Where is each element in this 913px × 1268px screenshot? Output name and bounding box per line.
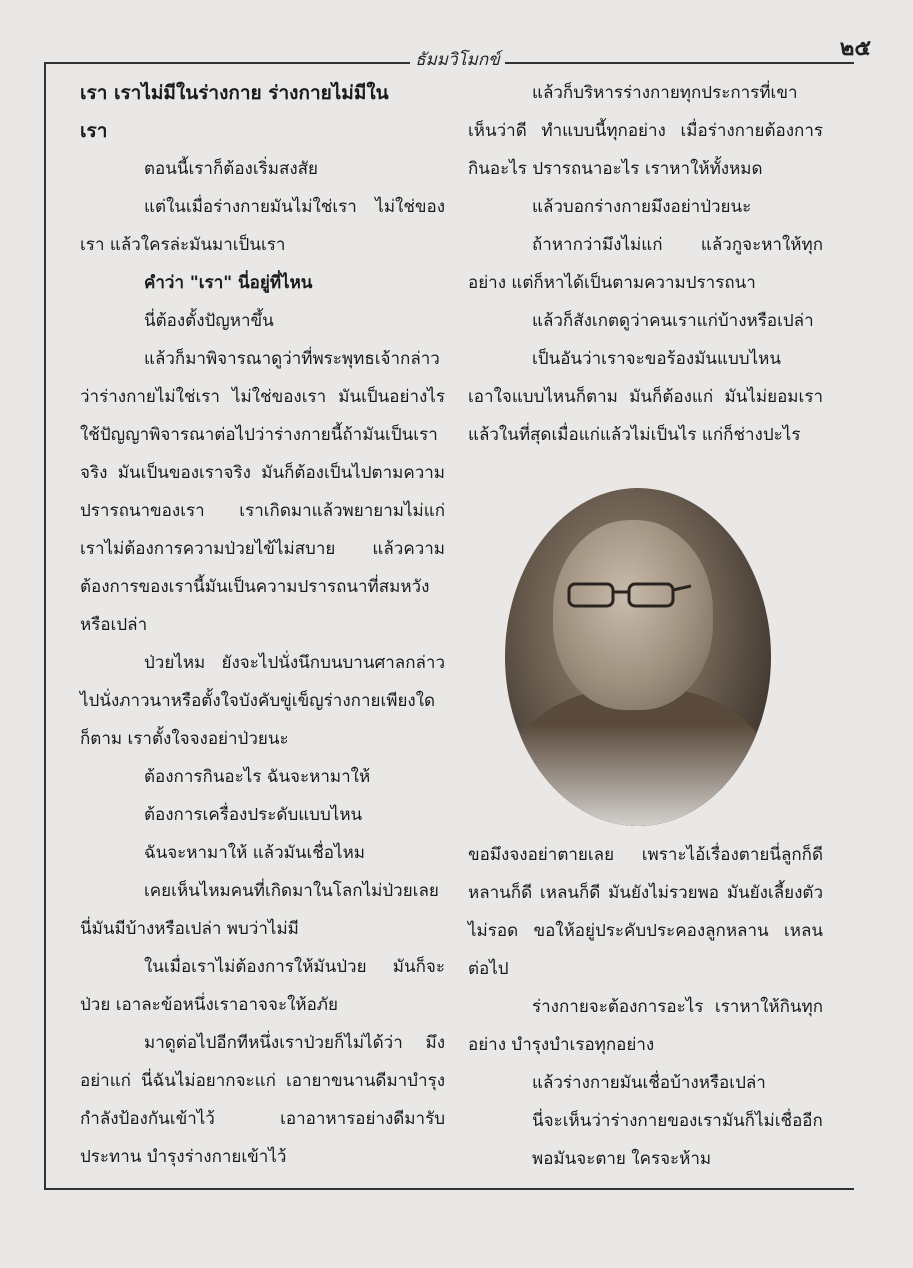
paragraph: พอมันจะตาย ใครจะห้าม <box>532 1149 712 1169</box>
paragraph: แต่ในเมื่อร่างกายมันไม่ใช่เรา ไม่ใช่ของเรา แล้วใครล่ะมันมาเป็นเรา <box>80 197 445 255</box>
left-column <box>80 74 445 1176</box>
paragraph: ในเมื่อเราไม่ต้องการให้มันป่วย มันก็จะป่วย เอาละข้อหนึ่งเราอาจจะให้อภัย <box>80 957 445 1015</box>
paragraph: ขอมึงจงอย่าตายเลย เพราะไอ้เรื่องตายนี่ลูกก็ดีหลานก็ดี เหลนก็ดี มันยังไม่รวยพอ มันยังเลี้ยงตัวไม่รอด ขอให้อยู่ประคับประคองลูกหลาน เหลน ต่อไป <box>468 845 823 979</box>
paragraph: แล้วก็สังเกตดูว่าคนเราแก่บ้างหรือเปล่า <box>532 311 814 331</box>
paragraph: มาดูต่อไปอีกทีหนึ่งเราป่วยก็ไม่ได้ว่า มึงอย่าแก่ นี่ฉันไม่อยากจะแก่ เอายาขนานดีมาบำรุงกำลังป้องกันเข้าไว้ เอาอาหารอย่างดีมารับประทาน บำรุงร่างกายเข้าไว้ <box>80 1033 445 1167</box>
paragraph: เป็นอันว่าเราจะขอร้องมันแบบไหน เอาใจแบบไหนก็ตาม มันก็ต้องแก่ มันไม่ยอมเราแล้วในที่สุดเมื่อแก่แล้วไม่เป็นไร แก่ก็ช่างปะไร <box>468 349 823 445</box>
paragraph: นี่ต้องตั้งปัญหาขึ้น <box>144 311 274 331</box>
paragraph: แล้วก็บริหารร่างกายทุกประการที่เขาเห็นว่าดี ทำแบบนี้ทุกอย่าง เมื่อร่างกายต้องการกินอะไร ปรารถนาอะไร เราหาให้ทั้งหมด <box>468 83 823 179</box>
page-number: ๒๕ <box>839 36 871 61</box>
paragraph: ฉันจะหามาให้ แล้วมันเชื่อไหม <box>144 843 365 863</box>
monk-portrait-photo <box>505 488 771 826</box>
running-header-title: ธัมมวิโมกข์ <box>415 50 500 70</box>
paragraph-emphasis: คำว่า "เรา" นี่อยู่ที่ไหน <box>144 273 313 293</box>
paragraph: ตอนนี้เราก็ต้องเริ่มสงสัย <box>144 159 318 179</box>
paragraph: ต้องการเครื่องประดับแบบไหน <box>144 805 363 825</box>
paragraph: เคยเห็นไหมคนที่เกิดมาในโลกไม่ป่วยเลย นี่มันมีบ้างหรือเปล่า พบว่าไม่มี <box>80 881 439 939</box>
paragraph: แล้วบอกร่างกายมึงอย่าป่วยนะ <box>532 197 752 217</box>
paragraph: ร่างกายจะต้องการอะไร เราหาให้กินทุกอย่าง บำรุงบำเรอทุกอย่าง <box>468 997 823 1055</box>
paragraph: ถ้าหากว่ามึงไม่แก่ แล้วกูจะหาให้ทุกอย่าง แต่ก็หาได้เป็นตามความปรารถนา <box>468 235 823 293</box>
paragraph: ป่วยไหม ยังจะไปนั่งนึกบนบานศาลกล่าว ไปนั่งภาวนาหรือตั้งใจบังคับขู่เข็ญร่างกายเพียงใดก็ตาม เราตั้งใจจงอย่าป่วยนะ <box>80 653 445 749</box>
right-column-top <box>468 74 823 454</box>
right-column-bottom <box>468 836 823 1178</box>
section-heading-line2: เรา <box>80 120 108 142</box>
paragraph: ต้องการกินอะไร ฉันจะหามาให้ <box>144 767 371 787</box>
section-heading-line1: เรา เราไม่มีในร่างกาย ร่างกายไม่มีใน <box>80 82 389 104</box>
paragraph: แล้วก็มาพิจารณาดูว่าที่พระพุทธเจ้ากล่าวว่าร่างกายไม่ใช่เรา ไม่ใช่ของเรา มันเป็นอย่างไร ใช้ปัญญาพิจารณาต่อไปว่าร่างกายนี้ถ้ามันเป็นเราจริง มันเป็นของเราจริง มันก็ต้องเป็นไปตามความปรารถนาของเรา เราเกิดมาแล้วพยายามไม่แก่ เราไม่ต้องการความป่วยไข้ไม่สบาย แล้วความต้องการของเรานี้มันเป็นความปรารถนาที่สมหวังหรือเปล่า <box>80 349 445 635</box>
paragraph: นี่จะเห็นว่าร่างกายของเรามันก็ไม่เชื่ออีก <box>532 1111 823 1131</box>
photo-fade <box>505 488 771 826</box>
paragraph: แล้วร่างกายมันเชื่อบ้างหรือเปล่า <box>532 1073 766 1093</box>
